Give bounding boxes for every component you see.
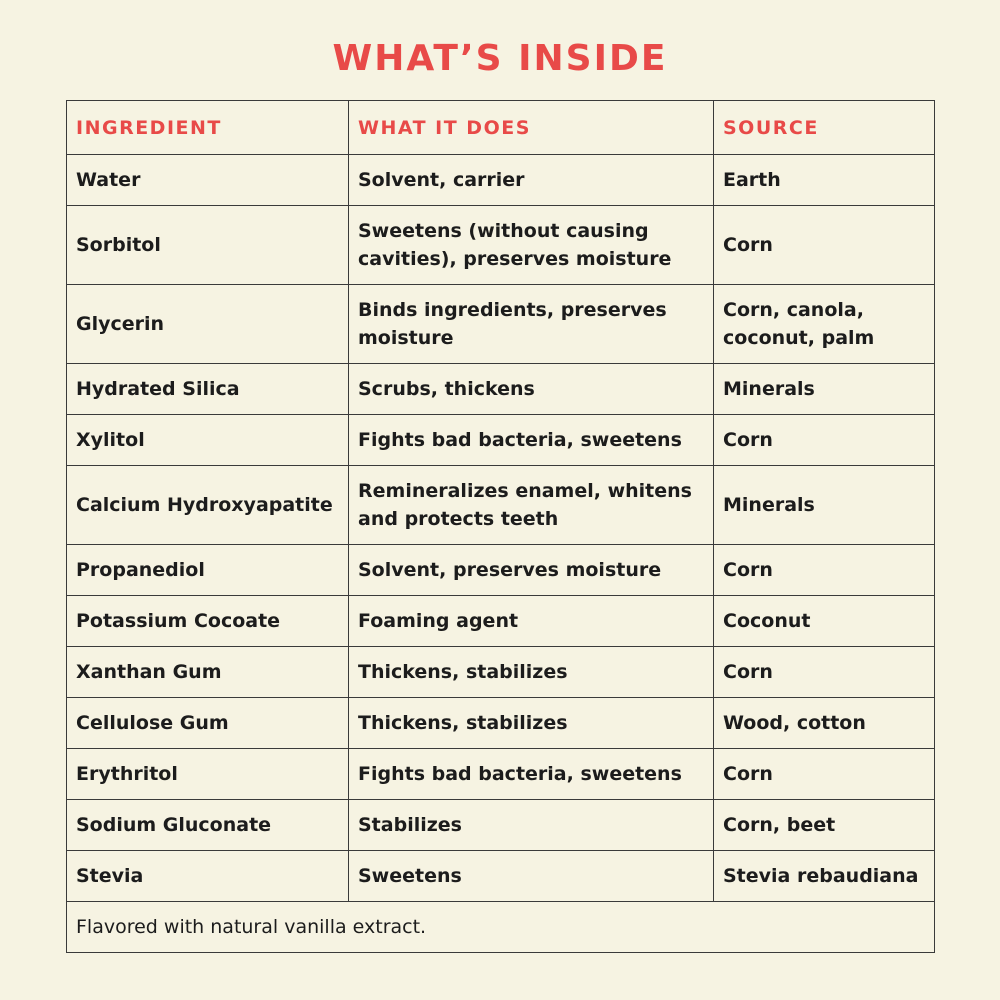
table-header-row [67,101,935,155]
source-cell: Corn [714,647,935,698]
ingredient-cell: Water [67,155,349,206]
source-cell: Corn [714,415,935,466]
column-header-source: SOURCE [714,101,935,155]
table-row [67,364,935,415]
function-cell: Thickens, stabilizes [349,698,714,749]
ingredient-cell: Hydrated Silica [67,364,349,415]
source-cell: Wood, cotton [714,698,935,749]
table-row [67,851,935,902]
ingredient-cell: Xylitol [67,415,349,466]
ingredients-table [66,100,935,953]
column-header-function: WHAT IT DOES [349,101,714,155]
source-cell: Corn, canola, coconut, palm [714,285,935,364]
table-row [67,206,935,285]
source-cell: Minerals [714,364,935,415]
ingredient-cell: Sorbitol [67,206,349,285]
table-row [67,800,935,851]
source-cell: Minerals [714,466,935,545]
table-row [67,596,935,647]
function-cell: Fights bad bacteria, sweetens [349,415,714,466]
function-cell: Stabilizes [349,800,714,851]
function-cell: Scrubs, thickens [349,364,714,415]
table-row [67,466,935,545]
function-cell: Solvent, carrier [349,155,714,206]
ingredient-cell: Calcium Hydroxyapatite [67,466,349,545]
table-row [67,647,935,698]
table-body [67,155,935,902]
source-cell: Corn [714,749,935,800]
ingredient-cell: Xanthan Gum [67,647,349,698]
source-cell: Coconut [714,596,935,647]
footer-note: Flavored with natural vanilla extract. [67,902,935,953]
ingredient-cell: Cellulose Gum [67,698,349,749]
ingredient-cell: Erythritol [67,749,349,800]
source-cell: Earth [714,155,935,206]
table-row [67,155,935,206]
function-cell: Foaming agent [349,596,714,647]
ingredient-cell: Propanediol [67,545,349,596]
table-row [67,545,935,596]
ingredient-cell: Potassium Cocoate [67,596,349,647]
function-cell: Sweetens (without causing cavities), preserves moisture [349,206,714,285]
table-row [67,698,935,749]
source-cell: Corn [714,545,935,596]
function-cell: Remineralizes enamel, whitens and protects teeth [349,466,714,545]
function-cell: Sweetens [349,851,714,902]
ingredient-cell: Sodium Gluconate [67,800,349,851]
table-row [67,285,935,364]
function-cell: Binds ingredients, preserves moisture [349,285,714,364]
source-cell: Corn, beet [714,800,935,851]
column-header-ingredient: INGREDIENT [67,101,349,155]
page-title: WHAT’S INSIDE [332,38,668,79]
ingredient-cell: Glycerin [67,285,349,364]
ingredient-cell: Stevia [67,851,349,902]
function-cell: Thickens, stabilizes [349,647,714,698]
table-row [67,749,935,800]
source-cell: Corn [714,206,935,285]
table-footer-row [67,902,935,953]
table-row [67,415,935,466]
source-cell: Stevia rebaudiana [714,851,935,902]
function-cell: Fights bad bacteria, sweetens [349,749,714,800]
function-cell: Solvent, preserves moisture [349,545,714,596]
